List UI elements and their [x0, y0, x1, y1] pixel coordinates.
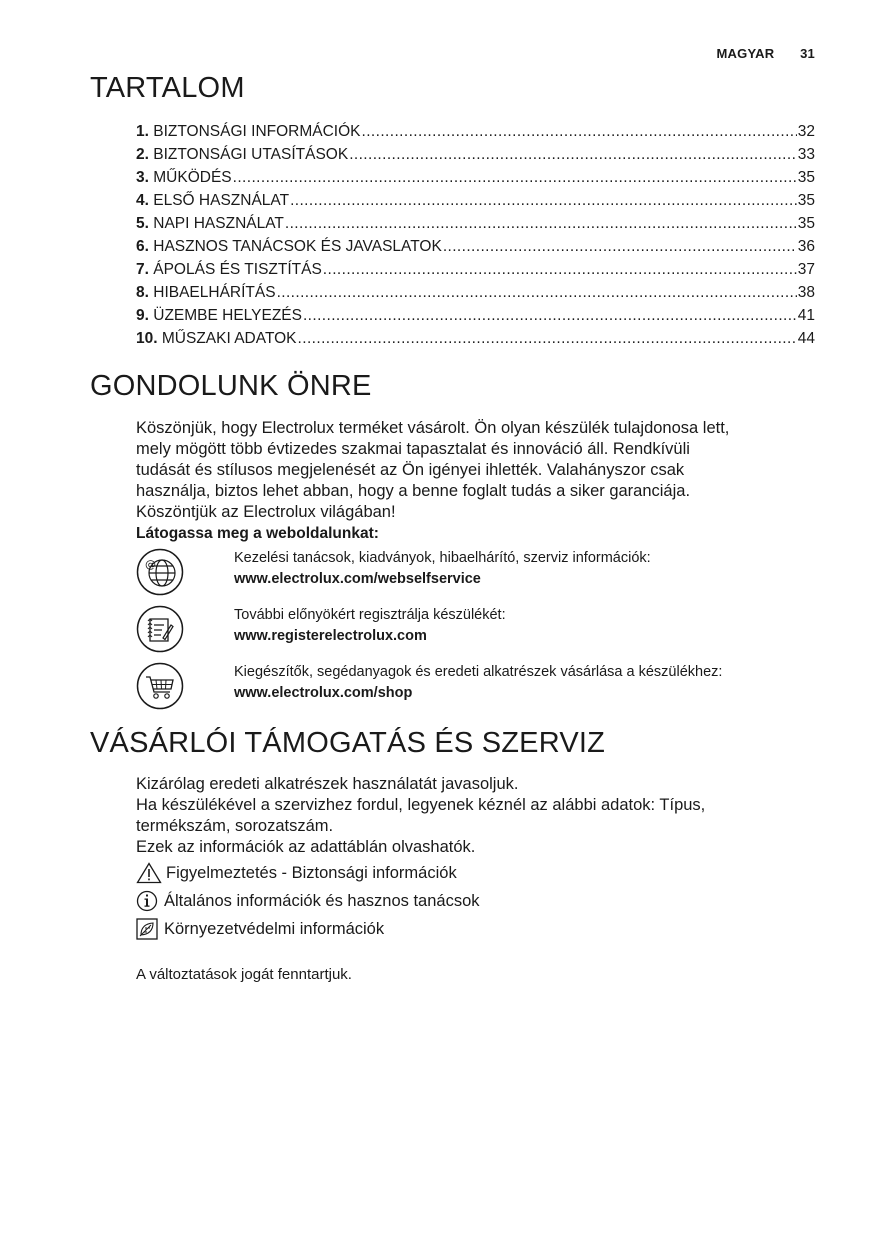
- thinking-section: [90, 370, 815, 715]
- toc-item-page: 33: [797, 146, 815, 163]
- legend-text: Figyelmeztetés - Biztonsági információk: [166, 863, 457, 882]
- toc-leader-dots: [349, 143, 797, 166]
- legend-row-environment: [136, 915, 826, 943]
- toc-item-num: 2.: [136, 146, 149, 163]
- info-circle-icon: [136, 890, 160, 912]
- toc-item-label: ÁPOLÁS ÉS TISZTÍTÁS: [153, 261, 322, 278]
- legend-row-warning: [136, 859, 826, 887]
- toc-leader-dots: [298, 327, 797, 350]
- toc-item-num: 5.: [136, 215, 149, 232]
- toc-list: [136, 120, 815, 350]
- header-language: MAGYAR: [716, 46, 775, 61]
- toc-item-label: NAPI HASZNÁLAT: [153, 215, 284, 232]
- toc-item-label: ELSŐ HASZNÁLAT: [153, 192, 290, 209]
- toc-leader-dots: [233, 166, 797, 189]
- toc-title: TARTALOM: [90, 72, 245, 104]
- toc-item[interactable]: [136, 327, 815, 350]
- link-row-shop: [136, 662, 826, 719]
- toc-item-label: BIZTONSÁGI UTASÍTÁSOK: [153, 146, 349, 163]
- thinking-paragraph: [136, 418, 826, 544]
- toc-item-page: 35: [797, 192, 815, 209]
- toc-item[interactable]: [136, 189, 815, 212]
- support-section: [90, 727, 815, 992]
- toc-item-page: 35: [797, 215, 815, 232]
- toc-item-page: 35: [797, 169, 815, 186]
- toc-leader-dots: [323, 258, 797, 281]
- toc-item[interactable]: [136, 281, 815, 304]
- toc-item[interactable]: [136, 304, 815, 327]
- toc-item-num: 1.: [136, 123, 149, 140]
- thinking-line: használja, biztos lehet abban, hogy a benne foglalt tudás a siker garanciája.: [136, 482, 691, 500]
- toc-item-num: 3.: [136, 169, 149, 186]
- legend-text: Környezetvédelmi információk: [164, 919, 385, 938]
- legend-text: Általános információk és hasznos tanácsok: [164, 891, 480, 910]
- thinking-line: Köszönjük, hogy Electrolux terméket vásárolt. Ön olyan készülék tulajdonosa lett,: [136, 419, 730, 437]
- toc-item-page: 44: [797, 330, 815, 347]
- toc-item-num: 6.: [136, 238, 149, 255]
- support-line: termékszám, sorozatszám.: [136, 817, 334, 835]
- thinking-line: mely mögött több évtizedes szakmai tapasztalat és innováció áll. Rendkívüli: [136, 440, 690, 458]
- toc-item[interactable]: [136, 166, 815, 189]
- toc-item-num: 10.: [136, 330, 158, 347]
- toc-item-num: 7.: [136, 261, 149, 278]
- link-url[interactable]: www.registerelectrolux.com: [234, 628, 427, 644]
- toc-item-num: 4.: [136, 192, 149, 209]
- link-url[interactable]: www.electrolux.com/shop: [234, 685, 413, 701]
- link-description: További előnyökért regisztrálja készülékét:: [234, 607, 506, 623]
- leaf-environment-icon: [136, 918, 160, 940]
- toc-item[interactable]: [136, 143, 815, 166]
- link-text: [234, 605, 506, 647]
- link-row-register: [136, 605, 826, 662]
- toc-item-page: 36: [797, 238, 815, 255]
- toc-item-page: 38: [797, 284, 815, 301]
- support-line: Kizárólag eredeti alkatrészek használatát javasoljuk.: [136, 775, 519, 793]
- toc-item-page: 37: [797, 261, 815, 278]
- toc-item-label: ÜZEMBE HELYEZÉS: [153, 307, 302, 324]
- support-line: Ezek az információk az adattáblán olvashatók.: [136, 838, 476, 856]
- thinking-line: Köszöntjük az Electrolux világában!: [136, 503, 396, 521]
- page-header: [717, 46, 815, 61]
- toc-leader-dots: [443, 235, 797, 258]
- toc-leader-dots: [285, 212, 797, 235]
- toc-item[interactable]: [136, 235, 815, 258]
- toc-item-page: 41: [797, 307, 815, 324]
- support-line: Ha készülékével a szervizhez fordul, legyenek kéznél az alábbi adatok: Típus,: [136, 796, 706, 814]
- toc-item-label: MŰKÖDÉS: [153, 169, 232, 186]
- globe-at-icon: [136, 548, 184, 596]
- toc-item-page: 32: [797, 123, 815, 140]
- toc-item[interactable]: [136, 120, 815, 143]
- toc-item-label: BIZTONSÁGI INFORMÁCIÓK: [153, 123, 361, 140]
- toc-item-num: 8.: [136, 284, 149, 301]
- toc-item[interactable]: [136, 258, 815, 281]
- website-links: [136, 548, 826, 719]
- toc-section: [90, 72, 815, 362]
- toc-leader-dots: [362, 120, 797, 143]
- toc-item-num: 9.: [136, 307, 149, 324]
- toc-item-label: MŰSZAKI ADATOK: [161, 330, 297, 347]
- link-url[interactable]: www.electrolux.com/webselfservice: [234, 571, 481, 587]
- footnote: A változtatások jogát fenntartjuk.: [136, 966, 352, 983]
- shopping-cart-icon: [136, 662, 184, 710]
- support-title: VÁSÁRLÓI TÁMOGATÁS ÉS SZERVIZ: [90, 727, 606, 759]
- link-description: Kiegészítők, segédanyagok és eredeti alkatrészek vásárlása a készülékhez:: [234, 664, 723, 680]
- toc-leader-dots: [277, 281, 797, 304]
- link-text: [234, 548, 651, 590]
- visit-website-label: Látogassa meg a weboldalunkat:: [136, 525, 379, 542]
- warning-triangle-icon: [136, 862, 162, 884]
- svg-text:@: @: [145, 558, 156, 571]
- toc-leader-dots: [303, 304, 797, 327]
- link-row-webselfservice: [136, 548, 826, 605]
- toc-item[interactable]: [136, 212, 815, 235]
- header-page-number: 31: [800, 46, 815, 61]
- link-text: [234, 662, 722, 704]
- link-description: Kezelési tanácsok, kiadványok, hibaelhárító, szerviz információk:: [234, 550, 651, 566]
- toc-leader-dots: [290, 189, 797, 212]
- thinking-line: tudását és stílusos megjelenését az Ön igényei ihlették. Valahányszor csak: [136, 461, 685, 479]
- toc-item-label: HASZNOS TANÁCSOK ÉS JAVASLATOK: [153, 238, 442, 255]
- legend-row-info: [136, 887, 826, 915]
- toc-item-label: HIBAELHÁRÍTÁS: [153, 284, 276, 301]
- symbol-legend: [136, 859, 826, 943]
- thinking-title: GONDOLUNK ÖNRE: [90, 370, 372, 402]
- support-paragraph: [136, 774, 826, 858]
- register-form-icon: [136, 605, 184, 653]
